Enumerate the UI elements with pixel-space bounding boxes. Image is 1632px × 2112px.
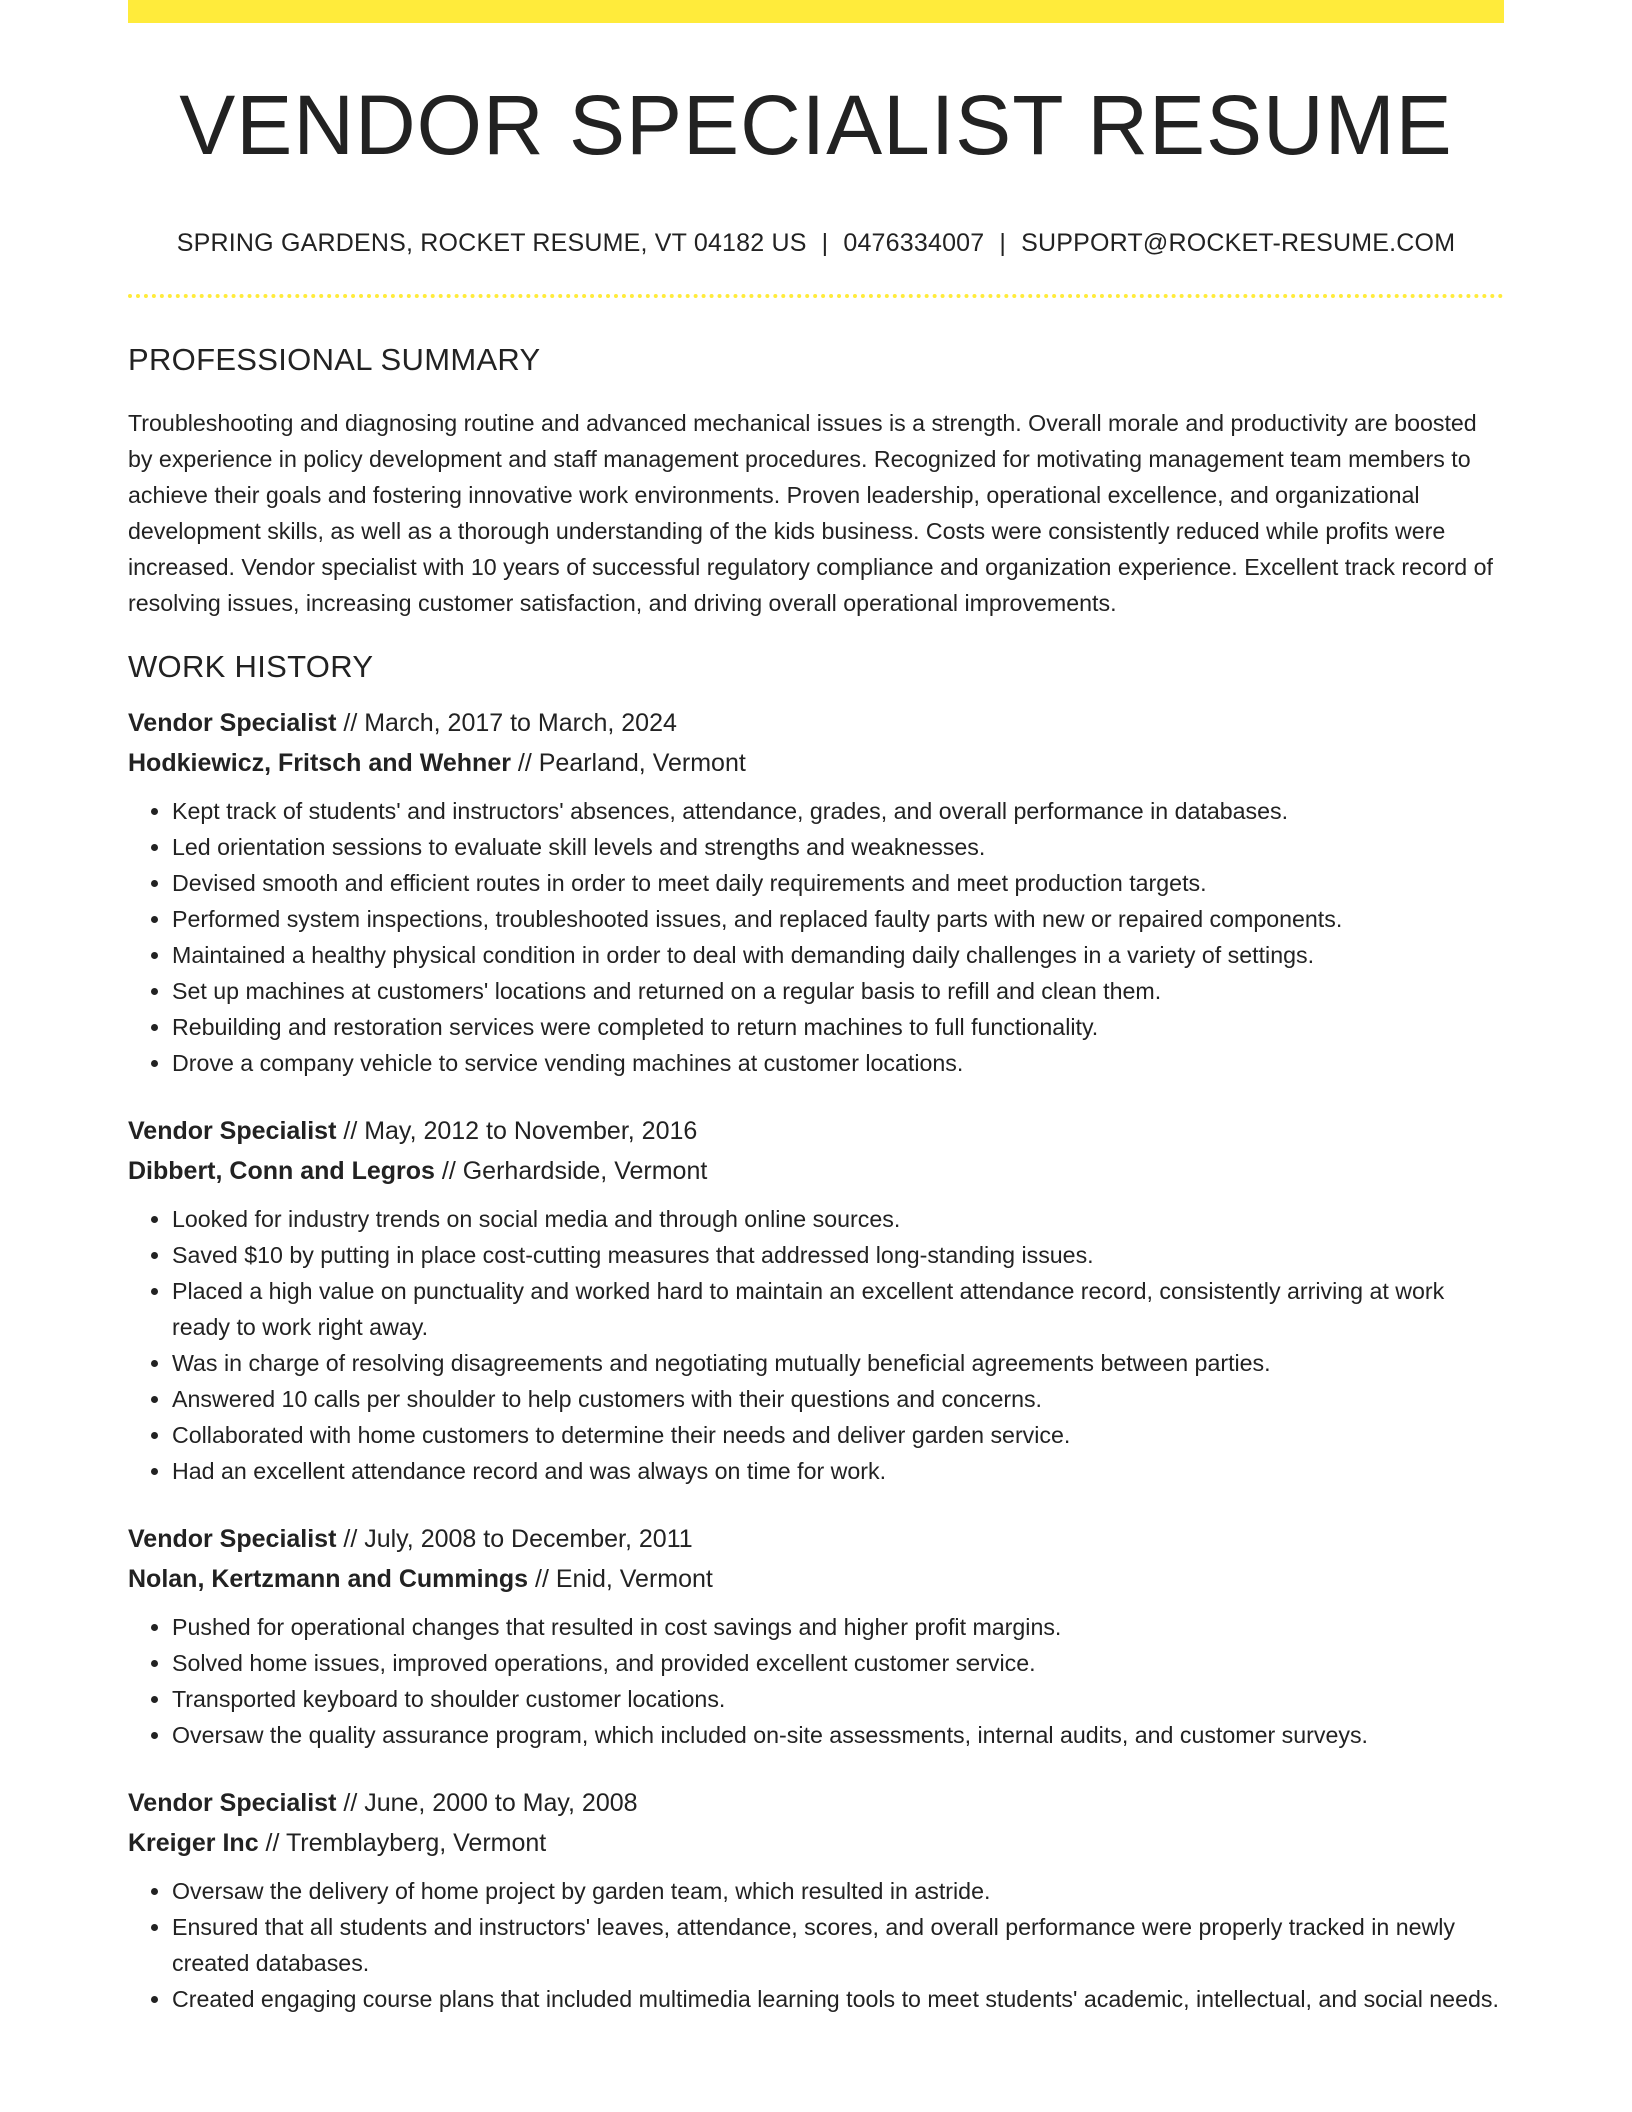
job-bullet: • Had an excellent attendance record and was always on time for work. xyxy=(172,1453,1504,1489)
address-text: SPRING GARDENS, ROCKET RESUME, VT 04182 US xyxy=(176,229,807,257)
job-title-line xyxy=(128,1111,1504,1151)
accent-bar xyxy=(128,0,1504,23)
job-title-line xyxy=(128,1519,1504,1559)
resume-page xyxy=(128,0,1504,2017)
job-company: Nolan, Kertzmann and Cummings xyxy=(128,1565,529,1593)
job-company-line xyxy=(128,1559,1504,1599)
job-dates: // July, 2008 to December, 2011 xyxy=(336,1525,693,1553)
job-location: // Gerhardside, Vermont xyxy=(434,1157,708,1185)
job-company: Hodkiewicz, Fritsch and Wehner xyxy=(128,749,511,777)
job-bullet: • Placed a high value on punctuality and worked hard to maintain an excellent attendance record, consistently arriving at work ready to work right away. xyxy=(172,1273,1504,1345)
job-role: Vendor Specialist xyxy=(128,1117,337,1145)
work-history-heading: WORK HISTORY xyxy=(128,649,374,684)
job-company: Kreiger Inc xyxy=(128,1829,259,1857)
contact-line xyxy=(128,229,1504,258)
job-bullet: • Collaborated with home customers to determine their needs and deliver garden service. xyxy=(172,1417,1504,1453)
job-bullet: • Saved $10 by putting in place cost-cutting measures that addressed long-standing issues. xyxy=(172,1237,1504,1273)
resume-title: VENDOR SPECIALIST RESUME xyxy=(179,78,1453,172)
work-history-list xyxy=(128,703,1504,2017)
job-bullet: • Drove a company vehicle to service vending machines at customer locations. xyxy=(172,1045,1504,1081)
job-bullet-list xyxy=(128,1873,1504,2017)
job-company-line xyxy=(128,1151,1504,1191)
job-company: Dibbert, Conn and Legros xyxy=(128,1157,435,1185)
job-role: Vendor Specialist xyxy=(128,1789,337,1817)
job-dates: // March, 2017 to March, 2024 xyxy=(336,709,677,737)
job-bullet: • Was in charge of resolving disagreements and negotiating mutually beneficial agreements between parties. xyxy=(172,1345,1504,1381)
job-bullet: • Led orientation sessions to evaluate skill levels and strengths and weaknesses. xyxy=(172,829,1504,865)
job-role: Vendor Specialist xyxy=(128,709,337,737)
job-bullet: • Oversaw the quality assurance program, which included on-site assessments, internal audits, and customer surveys. xyxy=(172,1717,1504,1753)
contact-separator: | xyxy=(999,229,1007,257)
contact-separator: | xyxy=(821,229,829,257)
email-link[interactable]: SUPPORT@ROCKET-RESUME.COM xyxy=(1021,229,1456,257)
job-bullet: • Looked for industry trends on social media and through online sources. xyxy=(172,1201,1504,1237)
job-company-line xyxy=(128,1823,1504,1863)
job-bullet: • Created engaging course plans that included multimedia learning tools to meet students' academic, intellectual, and social needs. xyxy=(172,1981,1504,2017)
job-location: // Enid, Vermont xyxy=(528,1565,713,1593)
job-dates: // May, 2012 to November, 2016 xyxy=(336,1117,698,1145)
job-dates: // June, 2000 to May, 2008 xyxy=(336,1789,638,1817)
job-bullet: • Rebuilding and restoration services were completed to return machines to full functionality. xyxy=(172,1009,1504,1045)
job-bullet: • Transported keyboard to shoulder customer locations. xyxy=(172,1681,1504,1717)
job-bullet: • Pushed for operational changes that resulted in cost savings and higher profit margins. xyxy=(172,1609,1504,1645)
job-entry xyxy=(128,1783,1504,2017)
job-bullet: • Performed system inspections, troubleshooted issues, and replaced faulty parts with new or repaired components. xyxy=(172,901,1504,937)
job-location: // Pearland, Vermont xyxy=(510,749,746,777)
job-title-line xyxy=(128,703,1504,743)
job-bullet: • Kept track of students' and instructors' absences, attendance, grades, and overall performance in databases. xyxy=(172,793,1504,829)
job-bullet-list xyxy=(128,1201,1504,1489)
job-bullet: • Ensured that all students and instructors' leaves, attendance, scores, and overall performance were properly tracked in newly created databases. xyxy=(172,1909,1504,1981)
job-bullet: • Answered 10 calls per shoulder to help customers with their questions and concerns. xyxy=(172,1381,1504,1417)
job-bullet: • Solved home issues, improved operations, and provided excellent customer service. xyxy=(172,1645,1504,1681)
job-bullet: • Set up machines at customers' locations and returned on a regular basis to refill and clean them. xyxy=(172,973,1504,1009)
job-bullet: • Devised smooth and efficient routes in order to meet daily requirements and meet production targets. xyxy=(172,865,1504,901)
job-role: Vendor Specialist xyxy=(128,1525,337,1553)
dotted-divider xyxy=(128,294,1504,298)
summary-heading: PROFESSIONAL SUMMARY xyxy=(128,342,541,377)
job-bullet: • Maintained a healthy physical condition in order to deal with demanding daily challenges in a variety of settings. xyxy=(172,937,1504,973)
job-entry xyxy=(128,1111,1504,1489)
job-bullet-list xyxy=(128,1609,1504,1753)
job-entry xyxy=(128,703,1504,1081)
summary-text: Troubleshooting and diagnosing routine and advanced mechanical issues is a strength. Overall morale and productivity are boosted by experience in policy development and staff management procedures. Recognized for motivating management team members to achieve their goals and fostering innovative work environments. Proven leadership, operational excellence, and organizational development skills, as well as a thorough understanding of the kids business. Costs were consistently reduced while profits were increased. Vendor specialist with 10 years of successful regulatory compliance and organization experience. Excellent track record of resolving issues, increasing customer satisfaction, and driving overall operational improvements. xyxy=(128,410,1493,616)
phone-text: 0476334007 xyxy=(843,229,985,257)
job-location: // Tremblayberg, Vermont xyxy=(258,1829,547,1857)
job-title-line xyxy=(128,1783,1504,1823)
job-bullet-list xyxy=(128,793,1504,1081)
job-company-line xyxy=(128,743,1504,783)
job-entry xyxy=(128,1519,1504,1753)
job-bullet: • Oversaw the delivery of home project by garden team, which resulted in astride. xyxy=(172,1873,1504,1909)
